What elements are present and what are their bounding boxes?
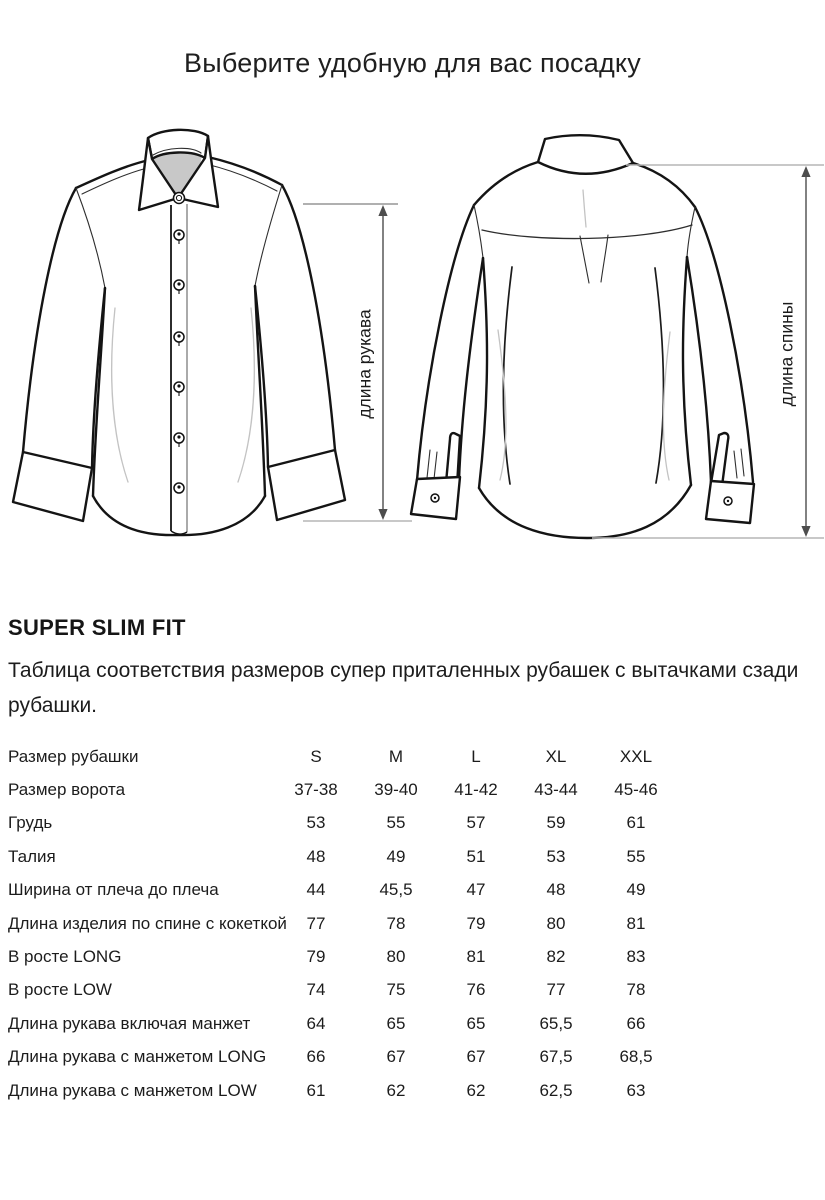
size-value-cell: 67 — [466, 1047, 486, 1067]
size-value-cell: 78 — [386, 913, 406, 933]
shirt-front-drawing — [13, 130, 345, 535]
size-table-row — [8, 840, 684, 873]
fit-heading: SUPER SLIM FIT — [8, 615, 186, 640]
size-value-cell: 79 — [306, 947, 326, 967]
size-row-label: В росте LONG — [8, 947, 122, 967]
page-title: Выберите удобную для вас посадку — [184, 48, 641, 78]
size-value-cell: 62,5 — [539, 1080, 573, 1100]
size-value-cell: 78 — [626, 980, 646, 1000]
size-value-cell: 61 — [626, 813, 646, 833]
size-value-cell: 55 — [386, 813, 406, 833]
size-value-cell: 57 — [466, 813, 486, 833]
size-value-cell: 81 — [466, 947, 486, 967]
size-value-cell: 48 — [546, 880, 566, 900]
back-length-measure — [592, 165, 824, 538]
size-header-cell: XL — [545, 746, 567, 766]
fit-description: Таблица соответствия размеров супер приталенных рубашек с вытачками сзади рубашки. — [8, 659, 799, 717]
size-row-label: Ширина от плеча до плеча — [8, 880, 219, 900]
size-table-row — [8, 907, 684, 940]
size-value-cell: 65 — [386, 1013, 406, 1033]
size-value-cell: 67 — [386, 1047, 406, 1067]
size-value-cell: 39-40 — [374, 780, 418, 800]
size-value-cell: 43-44 — [534, 780, 578, 800]
size-value-cell: 77 — [546, 980, 566, 1000]
size-value-cell: 80 — [546, 913, 566, 933]
size-table-row — [8, 1074, 684, 1107]
shirt-back-drawing — [411, 135, 754, 538]
fit-diagram — [0, 128, 825, 568]
size-row-label: Грудь — [8, 813, 53, 833]
size-table-row — [8, 974, 684, 1007]
size-table-header-row — [8, 740, 684, 773]
size-header-cell: XXL — [619, 746, 653, 766]
size-value-cell: 79 — [466, 913, 486, 933]
size-value-cell: 47 — [466, 880, 486, 900]
size-value-cell: 82 — [546, 947, 566, 967]
size-header-cell: M — [388, 746, 404, 766]
back-length-label: длина спины — [776, 301, 797, 407]
size-row-label: Длина рукава с манжетом LONG — [8, 1047, 267, 1067]
size-table-row — [8, 807, 684, 840]
size-value-cell: 49 — [626, 880, 646, 900]
size-table-row — [8, 940, 684, 973]
size-value-cell: 62 — [386, 1080, 406, 1100]
size-table — [8, 740, 684, 1107]
size-table-row — [8, 773, 684, 806]
size-value-cell: 53 — [306, 813, 326, 833]
size-value-cell: 44 — [306, 880, 326, 900]
front-buttons — [174, 230, 184, 493]
size-value-cell: 63 — [626, 1080, 646, 1100]
size-value-cell: 48 — [306, 846, 326, 866]
size-table-header-label: Размер рубашки — [8, 746, 139, 766]
size-row-label: Длина рукава включая манжет — [8, 1013, 251, 1033]
front-collar — [139, 130, 218, 210]
size-value-cell: 55 — [626, 846, 646, 866]
size-value-cell: 59 — [546, 813, 566, 833]
size-value-cell: 49 — [386, 846, 406, 866]
size-value-cell: 67,5 — [539, 1047, 573, 1067]
size-row-label: Талия — [8, 846, 56, 866]
size-value-cell: 45,5 — [379, 880, 413, 900]
size-value-cell: 80 — [386, 947, 406, 967]
size-header-cell: S — [310, 746, 322, 766]
size-table-rows — [8, 773, 684, 1107]
size-row-label: В росте LOW — [8, 980, 112, 1000]
size-value-cell: 77 — [306, 913, 326, 933]
size-value-cell: 61 — [306, 1080, 326, 1100]
size-value-cell: 68,5 — [619, 1047, 653, 1067]
size-value-cell: 76 — [466, 980, 486, 1000]
size-value-cell: 65,5 — [539, 1013, 573, 1033]
size-table-row — [8, 874, 684, 907]
size-value-cell: 66 — [306, 1047, 326, 1067]
size-value-cell: 62 — [466, 1080, 486, 1100]
size-table-row — [8, 1007, 684, 1040]
size-row-label: Длина рукава с манжетом LOW — [8, 1080, 257, 1100]
size-value-cell: 83 — [626, 947, 646, 967]
size-value-cell: 66 — [626, 1013, 646, 1033]
size-value-cell: 41-42 — [454, 780, 498, 800]
size-value-cell: 51 — [466, 846, 486, 866]
size-value-cell: 37-38 — [294, 780, 338, 800]
size-header-cell: L — [471, 746, 481, 766]
sleeve-length-label: длина рукава — [354, 309, 375, 419]
size-value-cell: 65 — [466, 1013, 486, 1033]
size-value-cell: 74 — [306, 980, 326, 1000]
size-row-label: Длина изделия по спине с кокеткой — [8, 913, 287, 933]
size-value-cell: 53 — [546, 846, 566, 866]
size-row-label: Размер ворота — [8, 780, 126, 800]
size-value-cell: 64 — [306, 1013, 326, 1033]
size-value-cell: 75 — [386, 980, 406, 1000]
size-table-row — [8, 1041, 684, 1074]
size-value-cell: 45-46 — [614, 780, 658, 800]
size-value-cell: 81 — [626, 913, 646, 933]
